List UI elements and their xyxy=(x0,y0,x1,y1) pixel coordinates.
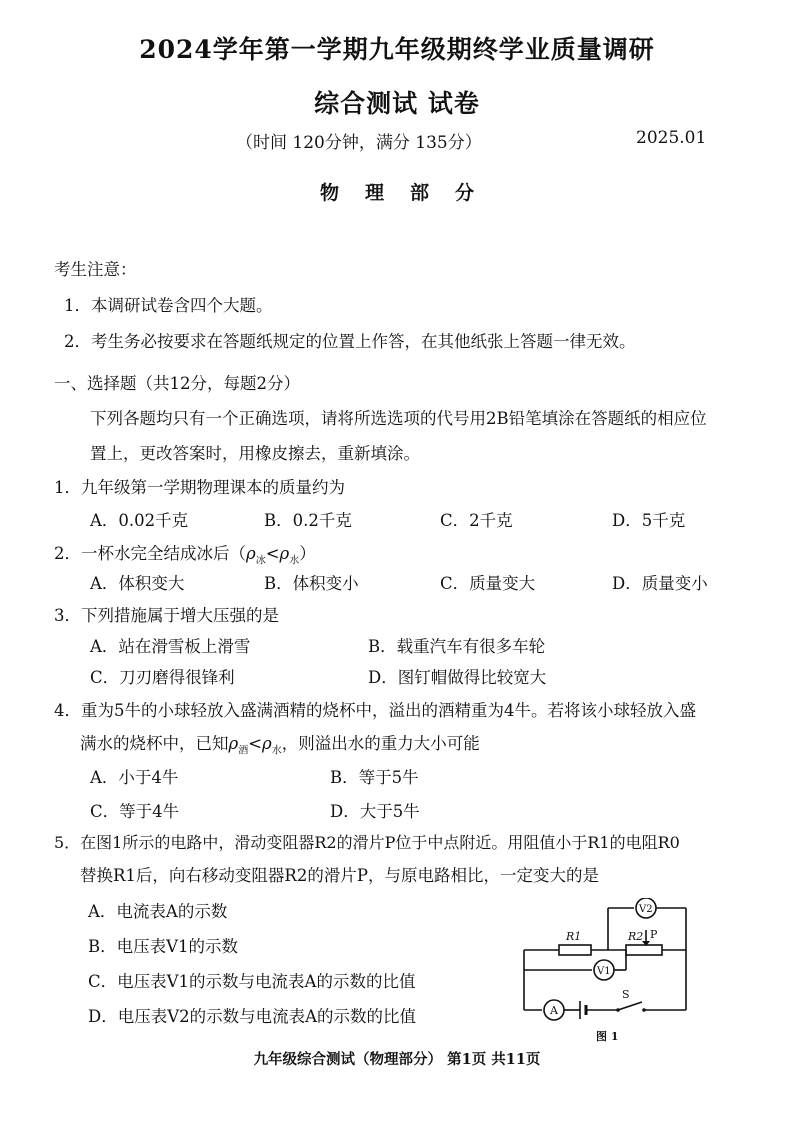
page-footer: 九年级综合测试（物理部分） 第1页 共11页 xyxy=(253,1051,541,1068)
question-5-option-b: B．电压表V1的示数 xyxy=(88,937,239,956)
exam-date: 2025.01 xyxy=(636,128,707,148)
question-1-option-c: C．2千克 xyxy=(440,511,513,530)
rho-symbol: ρ xyxy=(228,734,239,753)
question-1-option-b: B．0.2千克 xyxy=(264,511,352,530)
part1-heading: 一、选择题（共12分，每题2分） xyxy=(54,374,300,393)
question-1-stem: 1．九年级第一学期物理课本的质量约为 xyxy=(54,478,345,497)
label-v1: V1 xyxy=(597,966,611,977)
label-p: P xyxy=(650,928,658,941)
question-2-stem xyxy=(54,540,316,566)
question-4-option-b: B．等于5牛 xyxy=(330,768,419,787)
rho-symbol: ρ xyxy=(246,544,256,563)
notice-item-1: 1．本调研试卷含四个大题。 xyxy=(64,296,273,315)
question-3-option-c: C．刀刃磨得很锋利 xyxy=(90,668,235,687)
rho-symbol: ρ xyxy=(279,544,290,563)
question-3-option-b: B．载重汽车有很多车轮 xyxy=(368,637,546,656)
exam-title: 2024学年第一学期九年级期终学业质量调研 xyxy=(139,35,655,64)
label-switch: S xyxy=(622,988,630,1001)
question-3-stem: 3．下列措施属于增大压强的是 xyxy=(54,606,279,625)
label-r2: R2 xyxy=(628,930,644,943)
question-2-option-b: B．体积变小 xyxy=(264,574,359,593)
water-subscript: 水 xyxy=(289,555,300,567)
part1-intro-line1: 下列各题均只有一个正确选项，请将所选选项的代号用2B铅笔填涂在答题纸的相应位 xyxy=(90,409,707,428)
rheostat-r2 xyxy=(626,945,662,955)
notice-item-2: 2．考生务必按要求在答题纸规定的位置上作答，在其他纸张上答题一律无效。 xyxy=(64,332,636,351)
alcohol-subscript: 酒 xyxy=(238,745,249,757)
label-v2: V2 xyxy=(639,904,653,915)
question-5-option-c: C．电压表V1的示数与电流表A的示数的比值 xyxy=(88,972,416,991)
question-4-option-c: C．等于4牛 xyxy=(90,802,180,821)
question-4-line2-suffix: ，则溢出水的重力大小可能 xyxy=(281,734,480,753)
resistor-r1 xyxy=(559,945,591,955)
question-5-option-a: A．电流表A的示数 xyxy=(88,902,228,921)
question-4-option-a: A．小于4牛 xyxy=(90,768,179,787)
question-2-stem-suffix: ） xyxy=(299,544,316,563)
question-4-line2 xyxy=(80,730,480,756)
question-4-option-d: D．大于5牛 xyxy=(330,802,420,821)
label-ammeter: A xyxy=(550,1004,558,1017)
question-5-line1: 5．在图1所示的电路中，滑动变阻器R2的滑片P位于中点附近。用阻值小于R1的电阻R0 xyxy=(54,833,680,852)
part1-intro-line2: 置上，更改答案时，用橡皮擦去，重新填涂。 xyxy=(90,444,420,463)
notice-heading: 考生注意： xyxy=(54,260,137,279)
less-than: < xyxy=(248,734,263,753)
question-3-option-a: A．站在滑雪板上滑雪 xyxy=(90,637,251,656)
question-2-stem-prefix: 2．一杯水完全结成冰后（ xyxy=(54,544,246,563)
circuit-diagram xyxy=(514,898,694,1048)
question-5-line2: 替换R1后，向右移动变阻器R2的滑片P，与原电路相比，一定变大的是 xyxy=(80,866,599,885)
question-2-option-a: A．体积变大 xyxy=(90,574,185,593)
exam-subtitle: 综合测试 试卷 xyxy=(314,89,480,118)
rho-symbol: ρ xyxy=(262,734,272,753)
question-1-option-a: A．0.02千克 xyxy=(90,511,189,530)
exam-time-info: （时间 120分钟，满分 135分） xyxy=(236,133,482,153)
question-4-line1: 4．重为5牛的小球轻放入盛满酒精的烧杯中，溢出的酒精重为4牛。若将该小球轻放入盛 xyxy=(54,701,696,720)
question-5-option-d: D．电压表V2的示数与电流表A的示数的比值 xyxy=(88,1007,417,1026)
question-2-option-c: C．质量变大 xyxy=(440,574,536,593)
question-2-option-d: D．质量变小 xyxy=(612,574,708,593)
water-subscript: 水 xyxy=(271,745,282,757)
question-4-line2-prefix: 满水的烧杯中，已知 xyxy=(80,734,229,753)
question-3-option-d: D．图钉帽做得比较宽大 xyxy=(368,668,547,687)
section-title: 物理部分 xyxy=(319,182,500,204)
label-r1: R1 xyxy=(566,930,582,943)
figure-caption: 图 1 xyxy=(596,1030,619,1043)
question-1-option-d: D．5千克 xyxy=(612,511,686,530)
less-than: < xyxy=(265,544,280,563)
ice-subscript: 冰 xyxy=(255,555,266,567)
